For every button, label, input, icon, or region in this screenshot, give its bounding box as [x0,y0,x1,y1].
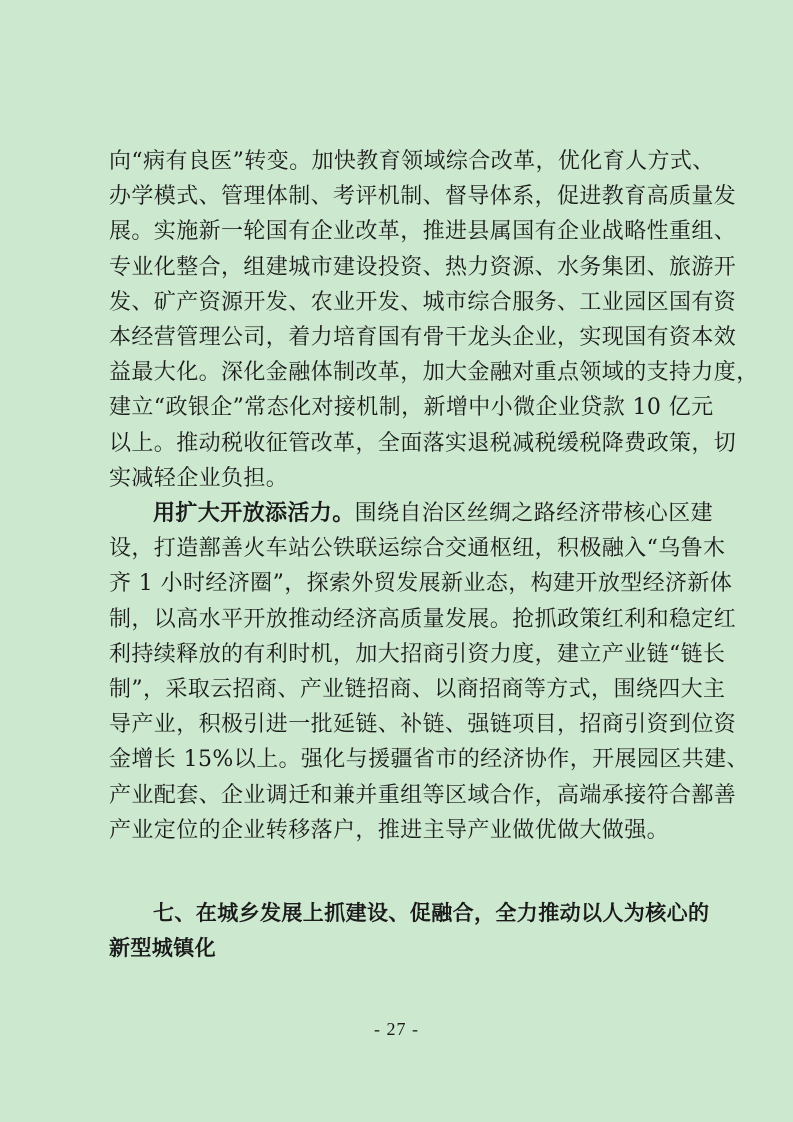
text-line: 导产业，积极引进一批延链、补链、强链项目，招商引资到位资 [109,712,737,738]
text-line: 发、矿产资源开发、农业开发、城市综合服务、工业园区国有资 [109,289,737,315]
section-heading-line: 七、在城乡发展上抓建设、促融合，全力推动以人为核心的 [153,901,710,925]
text-line: 设，打造鄯善火车站公铁联运综合交通枢纽，积极融入“乌鲁木 [109,536,726,562]
text-line: 制”，采取云招商、产业链招商、以商招商等方式，围绕四大主 [109,676,726,702]
text-line: 本经营管理公司，着力培育国有骨干龙头企业，实现国有资本效 [109,324,737,350]
paragraph-lead: 用扩大开放添活力。 [153,500,355,526]
text-line: 金增长 15%以上。强化与援疆省市的经济协作，开展园区共建、 [109,747,749,773]
section-heading-line: 新型城镇化 [109,936,216,961]
text-line: 办学模式、管理体制、考评机制、督导体系，促进教育高质量发 [109,184,737,210]
page-number: - 27 - [374,1019,419,1039]
text-line: 益最大化。深化金融体制改革，加大金融对重点领域的支持力度， [109,360,759,386]
paragraph-opening-up [109,496,749,848]
paragraph-first-rest: 围绕自治区丝绸之路经济带核心区建 [354,501,714,526]
text-line: 建立“政银企”常态化对接机制，新增中小微企业贷款 10 亿元 [109,395,714,421]
text-line: 展。实施新一轮国有企业改革，推进县属国有企业战略性重组、 [109,219,737,245]
text-line: 以上。推动税收征管改革，全面落实退税减税缓税降费政策，切 [109,430,737,456]
text-line-first [109,496,714,531]
paragraph-reform [109,144,759,496]
section-heading [109,896,709,966]
text-line: 专业化整合，组建城市建设投资、热力资源、水务集团、旅游开 [109,254,737,280]
text-line: 利持续释放的有利时机，加大招商引资力度，建立产业链“链长 [109,641,726,667]
text-line: 向“病有良医”转变。加快教育领域综合改革，优化育人方式、 [109,149,715,174]
text-line: 产业定位的企业转移落户，推进主导产业做优做大做强。 [109,817,670,843]
text-line: 制，以高水平开放推动经济高质量发展。抢抓政策红利和稳定红 [109,606,737,632]
text-line: 齐 1 小时经济圈”，探索外贸发展新业态，构建开放型经济新体 [109,571,733,597]
text-line: 实减轻企业负担。 [109,465,289,491]
text-line: 产业配套、企业调迁和兼并重组等区域合作，高端承接符合鄯善 [109,782,737,808]
